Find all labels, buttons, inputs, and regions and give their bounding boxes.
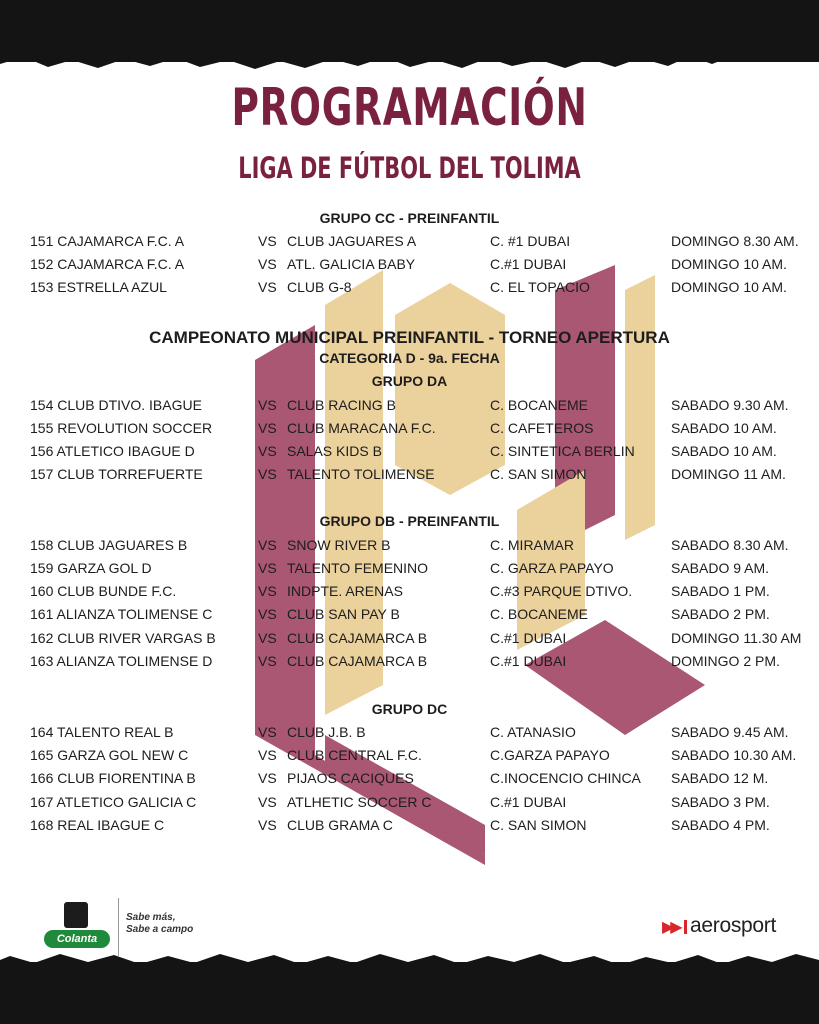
table-row bbox=[0, 606, 819, 626]
away-team: SALAS KIDS B bbox=[287, 443, 382, 459]
away-team: ATLHETIC SOCCER C bbox=[287, 794, 432, 810]
match-time: SABADO 9.45 AM. bbox=[671, 724, 789, 740]
home-team: 151 CAJAMARCA F.C. A bbox=[30, 233, 185, 249]
slogan-line-2: Sabe a campo bbox=[126, 924, 194, 935]
away-team: CLUB MARACANA F.C. bbox=[287, 420, 436, 436]
table-row bbox=[0, 653, 819, 673]
vs-label: VS bbox=[258, 443, 277, 459]
venue: C. GARZA PAPAYO bbox=[490, 560, 614, 576]
venue: C. BOCANEME bbox=[490, 397, 589, 413]
away-team: CLUB CAJAMARCA B bbox=[287, 630, 428, 646]
vs-label: VS bbox=[258, 770, 277, 786]
venue: C. MIRAMAR bbox=[490, 537, 574, 553]
away-team: CLUB J.B. B bbox=[287, 724, 366, 740]
colanta-slogan bbox=[126, 912, 193, 936]
table-row bbox=[0, 256, 819, 276]
table-row bbox=[0, 279, 819, 299]
vs-label: VS bbox=[258, 420, 277, 436]
home-team: 163 ALIANZA TOLIMENSE D bbox=[30, 653, 213, 669]
vs-label: VS bbox=[258, 747, 277, 763]
venue: C. EL TOPACIO bbox=[490, 279, 590, 295]
home-team: 154 CLUB DTIVO. IBAGUE bbox=[30, 397, 202, 413]
away-team: INDPTE. ARENAS bbox=[287, 583, 403, 599]
vs-label: VS bbox=[258, 630, 277, 646]
away-team: TALENTO TOLIMENSE bbox=[287, 466, 435, 482]
home-team: 166 CLUB FIORENTINA B bbox=[30, 770, 196, 786]
venue: C.#1 DUBAI bbox=[490, 794, 567, 810]
venue: C.#3 PARQUE DTIVO. bbox=[490, 583, 633, 599]
away-team: CLUB CENTRAL F.C. bbox=[287, 747, 422, 763]
watermark-gold-mid bbox=[395, 283, 505, 495]
venue: C. SAN SIMON bbox=[490, 817, 587, 833]
venue: C. SAN SIMON bbox=[490, 466, 587, 482]
match-time: SABADO 1 PM. bbox=[671, 583, 770, 599]
home-team: 159 GARZA GOL D bbox=[30, 560, 152, 576]
table-row bbox=[0, 233, 819, 253]
cow-icon bbox=[64, 902, 88, 928]
match-time: DOMINGO 11 AM. bbox=[671, 466, 786, 482]
vs-label: VS bbox=[258, 397, 277, 413]
page-subtitle: LIGA DE FÚTBOL DEL TOLIMA bbox=[238, 151, 581, 185]
table-row bbox=[0, 817, 819, 837]
home-team: 156 ATLETICO IBAGUE D bbox=[30, 443, 195, 459]
home-team: 155 REVOLUTION SOCCER bbox=[30, 420, 213, 436]
away-team: CLUB G-8 bbox=[287, 279, 352, 295]
match-time: SABADO 3 PM. bbox=[671, 794, 770, 810]
vs-label: VS bbox=[258, 606, 277, 622]
home-team: 162 CLUB RIVER VARGAS B bbox=[30, 630, 216, 646]
home-team: 160 CLUB BUNDE F.C. bbox=[30, 583, 177, 599]
section-heading-grupo-db: GRUPO DB - PREINFANTIL bbox=[319, 513, 500, 529]
away-team: CLUB JAGUARES A bbox=[287, 233, 417, 249]
home-team: 165 GARZA GOL NEW C bbox=[30, 747, 189, 763]
venue: C. #1 DUBAI bbox=[490, 233, 571, 249]
category-heading: CATEGORIA D - 9a. FECHA bbox=[319, 350, 500, 366]
match-time: SABADO 10 AM. bbox=[671, 443, 777, 459]
home-team: 153 ESTRELLA AZUL bbox=[30, 279, 167, 295]
venue: C.INOCENCIO CHINCA bbox=[490, 770, 641, 786]
away-team: CLUB GRAMA C bbox=[287, 817, 393, 833]
match-time: DOMINGO 2 PM. bbox=[671, 653, 780, 669]
table-row bbox=[0, 724, 819, 744]
vs-label: VS bbox=[258, 560, 277, 576]
home-team: 161 ALIANZA TOLIMENSE C bbox=[30, 606, 213, 622]
home-team: 152 CAJAMARCA F.C. A bbox=[30, 256, 185, 272]
table-row bbox=[0, 630, 819, 650]
tournament-heading: CAMPEONATO MUNICIPAL PREINFANTIL - TORNEO APERTURA bbox=[149, 328, 670, 347]
away-team: CLUB CAJAMARCA B bbox=[287, 653, 428, 669]
home-team: 158 CLUB JAGUARES B bbox=[30, 537, 188, 553]
colanta-sponsor bbox=[44, 898, 194, 956]
vs-label: VS bbox=[258, 256, 277, 272]
match-time: DOMINGO 10 AM. bbox=[671, 279, 787, 295]
match-time: DOMINGO 11.30 AM bbox=[671, 630, 802, 646]
match-time: SABADO 10.30 AM. bbox=[671, 747, 797, 763]
table-row bbox=[0, 397, 819, 417]
home-team: 164 TALENTO REAL B bbox=[30, 724, 174, 740]
table-row bbox=[0, 747, 819, 767]
match-time: DOMINGO 8.30 AM. bbox=[671, 233, 799, 249]
colanta-logo: Colanta bbox=[44, 930, 110, 948]
table-row bbox=[0, 537, 819, 557]
vs-label: VS bbox=[258, 279, 277, 295]
home-team: 157 CLUB TORREFUERTE bbox=[30, 466, 203, 482]
table-row bbox=[0, 583, 819, 603]
away-team: SNOW RIVER B bbox=[287, 537, 391, 553]
table-row bbox=[0, 443, 819, 463]
away-team: ATL. GALICIA BABY bbox=[287, 256, 416, 272]
venue: C. ATANASIO bbox=[490, 724, 576, 740]
venue: C.GARZA PAPAYO bbox=[490, 747, 610, 763]
venue: C.#1 DUBAI bbox=[490, 256, 567, 272]
venue: C.#1 DUBAI bbox=[490, 653, 567, 669]
vs-label: VS bbox=[258, 794, 277, 810]
slogan-line-1: Sabe más, bbox=[126, 912, 176, 923]
away-team: PIJAOS CACIQUES bbox=[287, 770, 414, 786]
home-team: 168 REAL IBAGUE C bbox=[30, 817, 165, 833]
venue: C. BOCANEME bbox=[490, 606, 589, 622]
away-team: CLUB SAN PAY B bbox=[287, 606, 400, 622]
home-team: 167 ATLETICO GALICIA C bbox=[30, 794, 197, 810]
match-time: SABADO 9 AM. bbox=[671, 560, 770, 576]
venue: C. SINTETICA BERLIN bbox=[490, 443, 635, 459]
match-time: SABADO 9.30 AM. bbox=[671, 397, 789, 413]
top-torn-edge bbox=[0, 40, 819, 76]
vs-label: VS bbox=[258, 233, 277, 249]
sponsor-divider bbox=[118, 898, 119, 956]
vs-label: VS bbox=[258, 724, 277, 740]
table-row bbox=[0, 794, 819, 814]
vs-label: VS bbox=[258, 583, 277, 599]
venue: C. CAFETEROS bbox=[490, 420, 594, 436]
venue: C.#1 DUBAI bbox=[490, 630, 567, 646]
section-heading-grupo-dc: GRUPO DC bbox=[371, 701, 448, 717]
table-row bbox=[0, 466, 819, 486]
vs-label: VS bbox=[258, 817, 277, 833]
section-heading-grupo-cc: GRUPO CC - PREINFANTIL bbox=[319, 210, 500, 226]
page-title: PROGRAMACIÓN bbox=[231, 78, 588, 138]
match-time: SABADO 8.30 AM. bbox=[671, 537, 789, 553]
vs-label: VS bbox=[258, 537, 277, 553]
match-time: SABADO 10 AM. bbox=[671, 420, 777, 436]
match-time: DOMINGO 10 AM. bbox=[671, 256, 787, 272]
match-time: SABADO 2 PM. bbox=[671, 606, 770, 622]
match-time: SABADO 4 PM. bbox=[671, 817, 770, 833]
table-row bbox=[0, 560, 819, 580]
away-team: TALENTO FEMENINO bbox=[287, 560, 429, 576]
away-team: CLUB RACING B bbox=[287, 397, 396, 413]
fast-forward-bar-icon bbox=[684, 920, 687, 934]
fast-forward-icon: ▶▶ bbox=[662, 917, 679, 936]
table-row bbox=[0, 770, 819, 790]
table-row bbox=[0, 420, 819, 440]
aerosport-logo: aerosport bbox=[690, 914, 777, 937]
section-heading-grupo-da: GRUPO DA bbox=[371, 373, 448, 389]
vs-label: VS bbox=[258, 466, 277, 482]
vs-label: VS bbox=[258, 653, 277, 669]
match-time: SABADO 12 M. bbox=[671, 770, 769, 786]
